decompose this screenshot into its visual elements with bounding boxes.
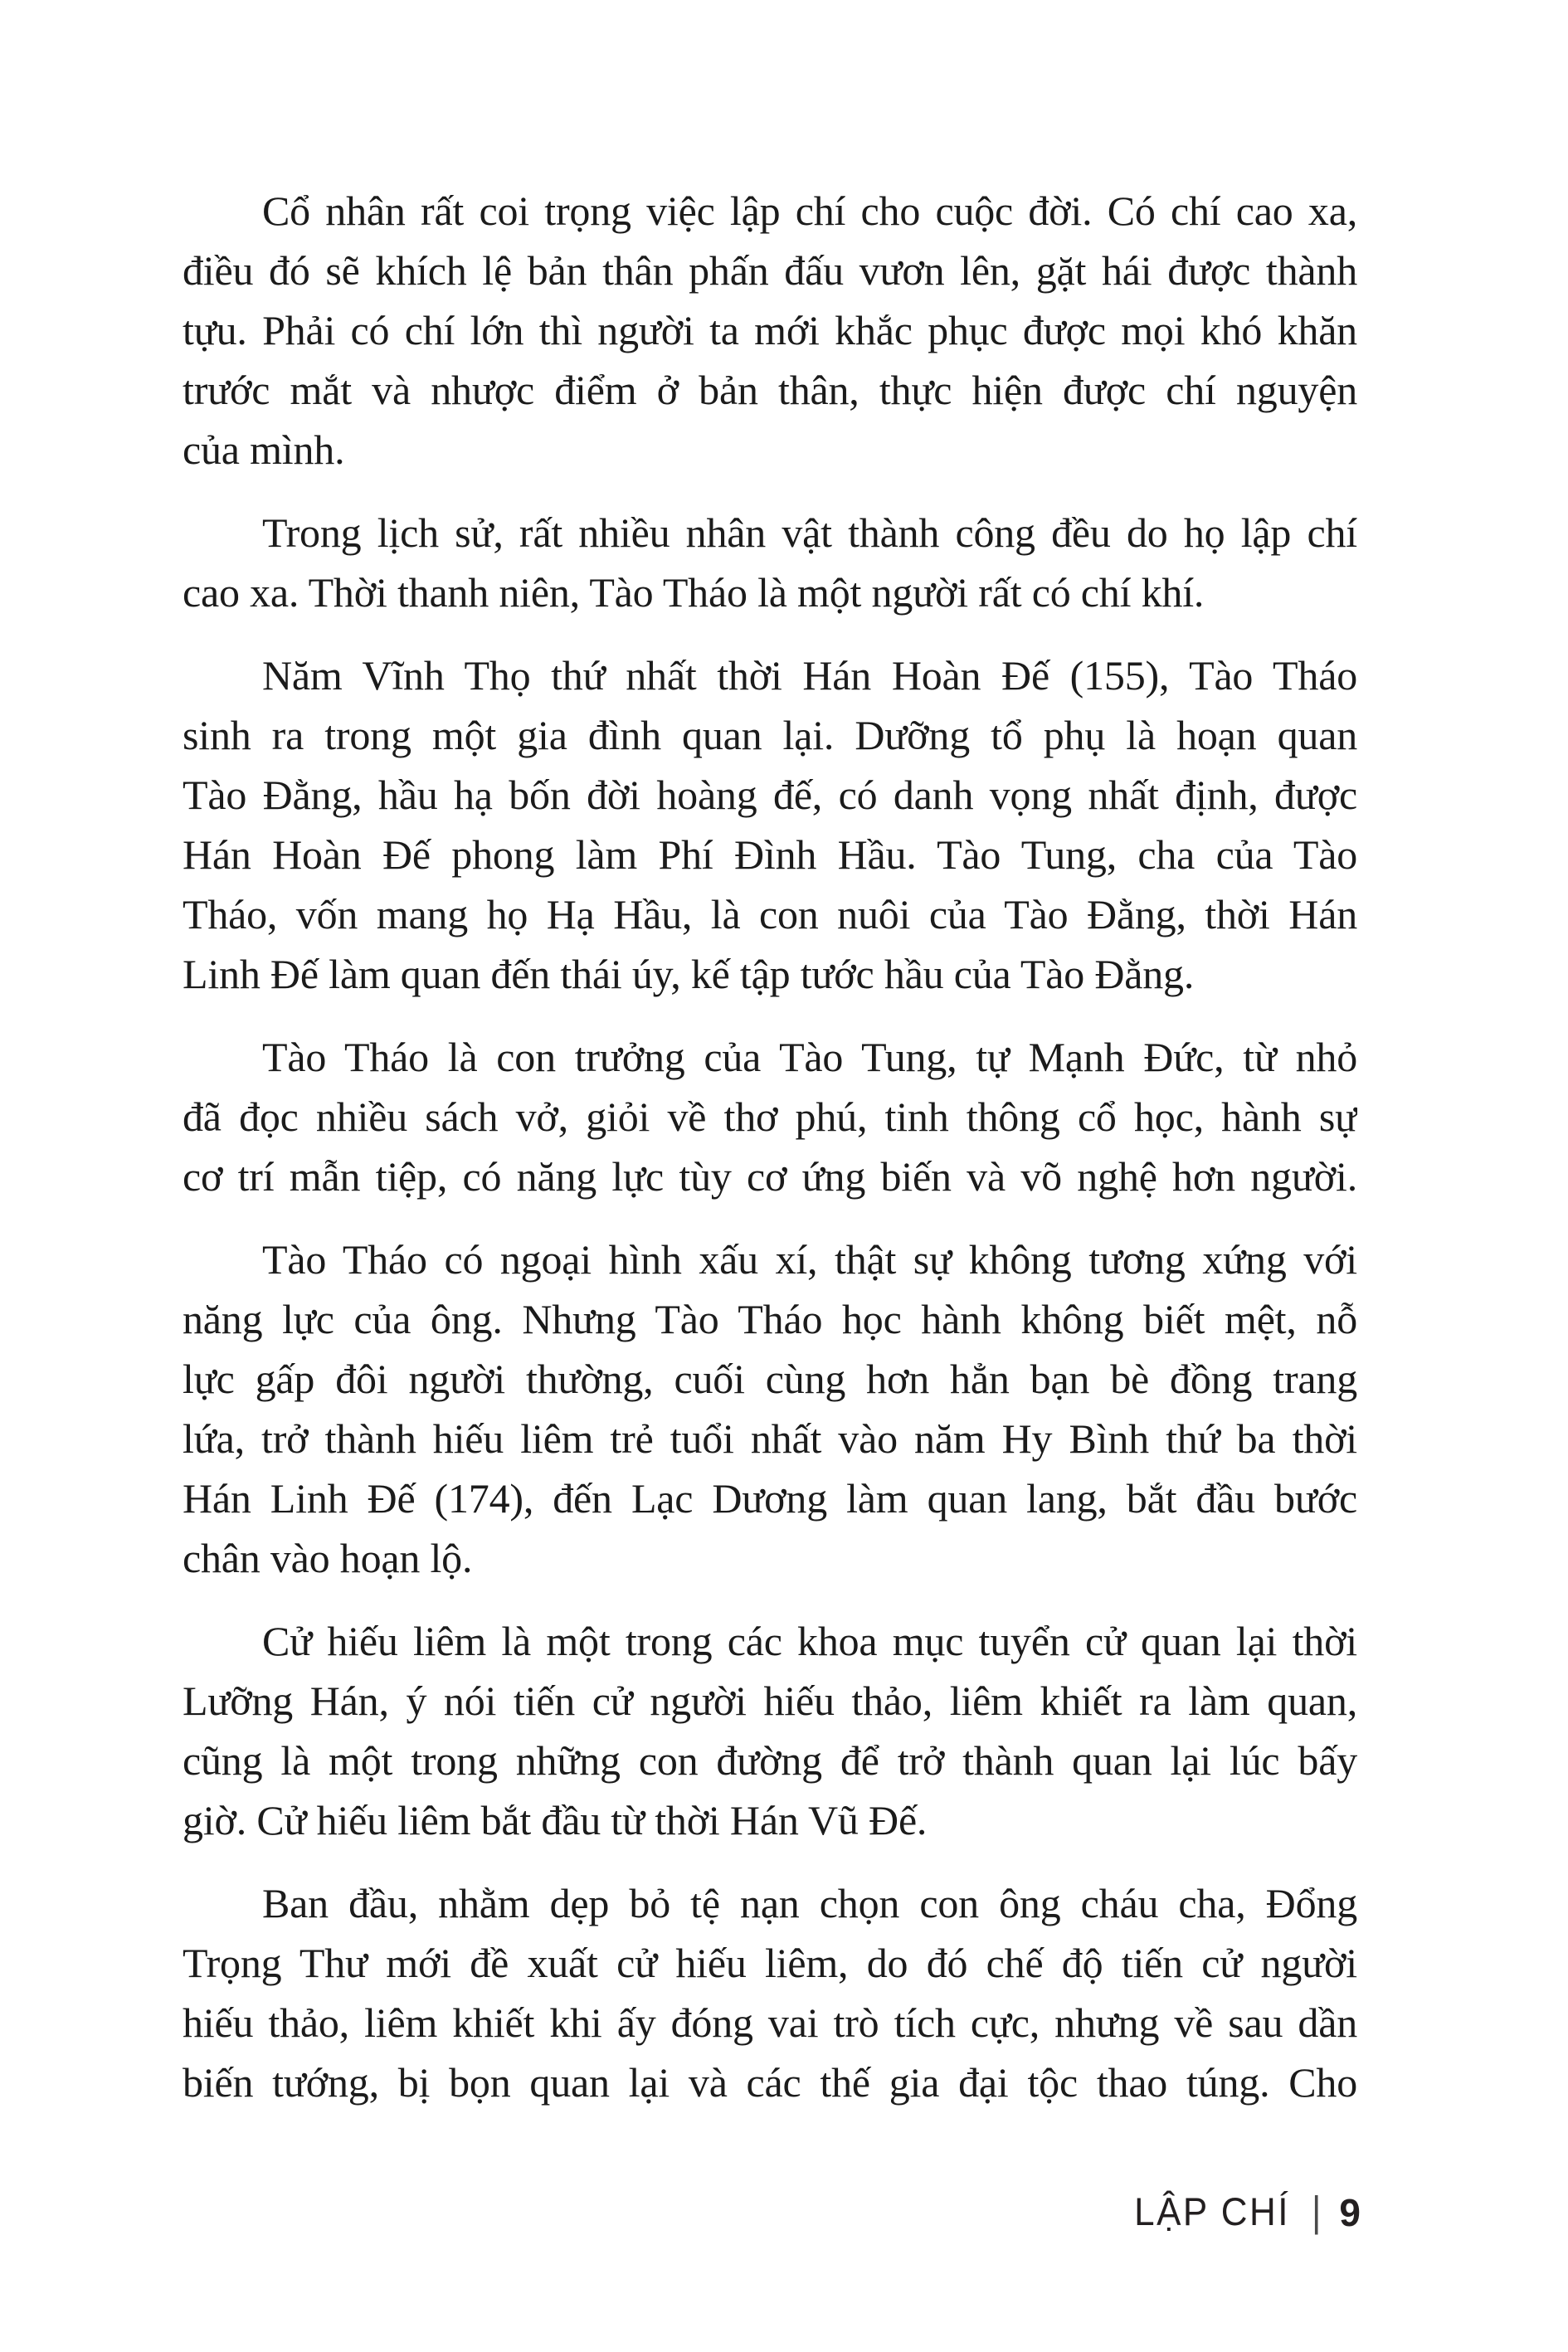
- paragraph: [183, 1027, 1357, 1206]
- text-line: của mình.: [183, 426, 345, 473]
- text-line: Ban đầu, nhằm dẹp bỏ tệ nạn chọn con ông cháu cha, Đổng: [262, 1880, 1357, 1926]
- text-line: điều đó sẽ khích lệ bản thân phấn đấu vươn lên, gặt hái được thành: [183, 247, 1357, 294]
- text-line: tựu. Phải có chí lớn thì người ta mới khắc phục được mọi khó khăn: [183, 307, 1357, 353]
- paragraph: [183, 1611, 1357, 1850]
- text-line: Trong lịch sử, rất nhiều nhân vật thành công đều do họ lập chí: [262, 509, 1357, 556]
- text-line: lứa, trở thành hiếu liêm trẻ tuổi nhất vào năm Hy Bình thứ ba thời: [183, 1415, 1357, 1462]
- text-line: Lưỡng Hán, ý nói tiến cử người hiếu thảo, liêm khiết ra làm quan,: [183, 1678, 1357, 1724]
- text-line: Linh Đế làm quan đến thái úy, kế tập tước hầu của Tào Đằng.: [183, 951, 1195, 997]
- text-line: giờ. Cử hiếu liêm bắt đầu từ thời Hán Vũ Đế.: [183, 1797, 928, 1843]
- text-line: Tào Tháo có ngoại hình xấu xí, thật sự không tương xứng với: [262, 1236, 1357, 1283]
- text-line: Tháo, vốn mang họ Hạ Hầu, là con nuôi của Tào Đằng, thời Hán: [183, 891, 1357, 937]
- footer-page-number: 9: [1339, 2191, 1361, 2234]
- page-body-text: [183, 181, 1357, 2112]
- text-line: năng lực của ông. Nhưng Tào Tháo học hành không biết mệt, nỗ: [183, 1296, 1357, 1342]
- text-line: cũng là một trong những con đường để trở thành quan lại lúc bấy: [183, 1737, 1357, 1784]
- text-line: Trọng Thư mới đề xuất cử hiếu liêm, do đó chế độ tiến cử người: [183, 1940, 1357, 1986]
- text-line: Tào Tháo là con trưởng của Tào Tung, tự Mạnh Đức, từ nhỏ: [262, 1034, 1357, 1080]
- text-line: trước mắt và nhược điểm ở bản thân, thực hiện được chí nguyện: [183, 367, 1357, 413]
- footer-chapter-title: LẬP CHÍ: [1134, 2190, 1290, 2234]
- text-line: đã đọc nhiều sách vở, giỏi về thơ phú, tinh thông cổ học, hành sự: [183, 1093, 1357, 1140]
- text-line: Tào Đằng, hầu hạ bốn đời hoàng đế, có danh vọng nhất định, được: [183, 772, 1357, 818]
- text-line: Cổ nhân rất coi trọng việc lập chí cho cuộc đời. Có chí cao xa,: [262, 187, 1357, 234]
- text-line: sinh ra trong một gia đình quan lại. Dưỡng tổ phụ là hoạn quan: [183, 712, 1357, 758]
- paragraph: [183, 645, 1357, 1004]
- text-line: Hán Hoàn Đế phong làm Phí Đình Hầu. Tào Tung, cha của Tào: [183, 831, 1357, 878]
- text-line: Hán Linh Đế (174), đến Lạc Dương làm quan lang, bắt đầu bước: [183, 1475, 1357, 1522]
- text-line: hiếu thảo, liêm khiết khi ấy đóng vai trò tích cực, nhưng về sau dần: [183, 1999, 1357, 2046]
- text-line: cao xa. Thời thanh niên, Tào Tháo là một người rất có chí khí.: [183, 569, 1205, 616]
- text-line: biến tướng, bị bọn quan lại và các thế gia đại tộc thao túng. Cho: [183, 2059, 1357, 2106]
- text-line: chân vào hoạn lộ.: [183, 1535, 473, 1581]
- text-line: Cử hiếu liêm là một trong các khoa mục tuyển cử quan lại thời: [262, 1618, 1357, 1664]
- text-line: lực gấp đôi người thường, cuối cùng hơn hẳn bạn bè đồng trang: [183, 1356, 1357, 1402]
- paragraph: [183, 1230, 1357, 1588]
- text-line: Năm Vĩnh Thọ thứ nhất thời Hán Hoàn Đế (155), Tào Tháo: [262, 652, 1357, 699]
- paragraph: [183, 1873, 1357, 2112]
- page-footer: [1134, 2190, 1361, 2235]
- text-line: cơ trí mẫn tiệp, có năng lực tùy cơ ứng biến và võ nghệ hơn người.: [183, 1153, 1357, 1200]
- paragraph: [183, 181, 1357, 480]
- footer-divider: |: [1311, 2189, 1322, 2236]
- paragraph: [183, 503, 1357, 622]
